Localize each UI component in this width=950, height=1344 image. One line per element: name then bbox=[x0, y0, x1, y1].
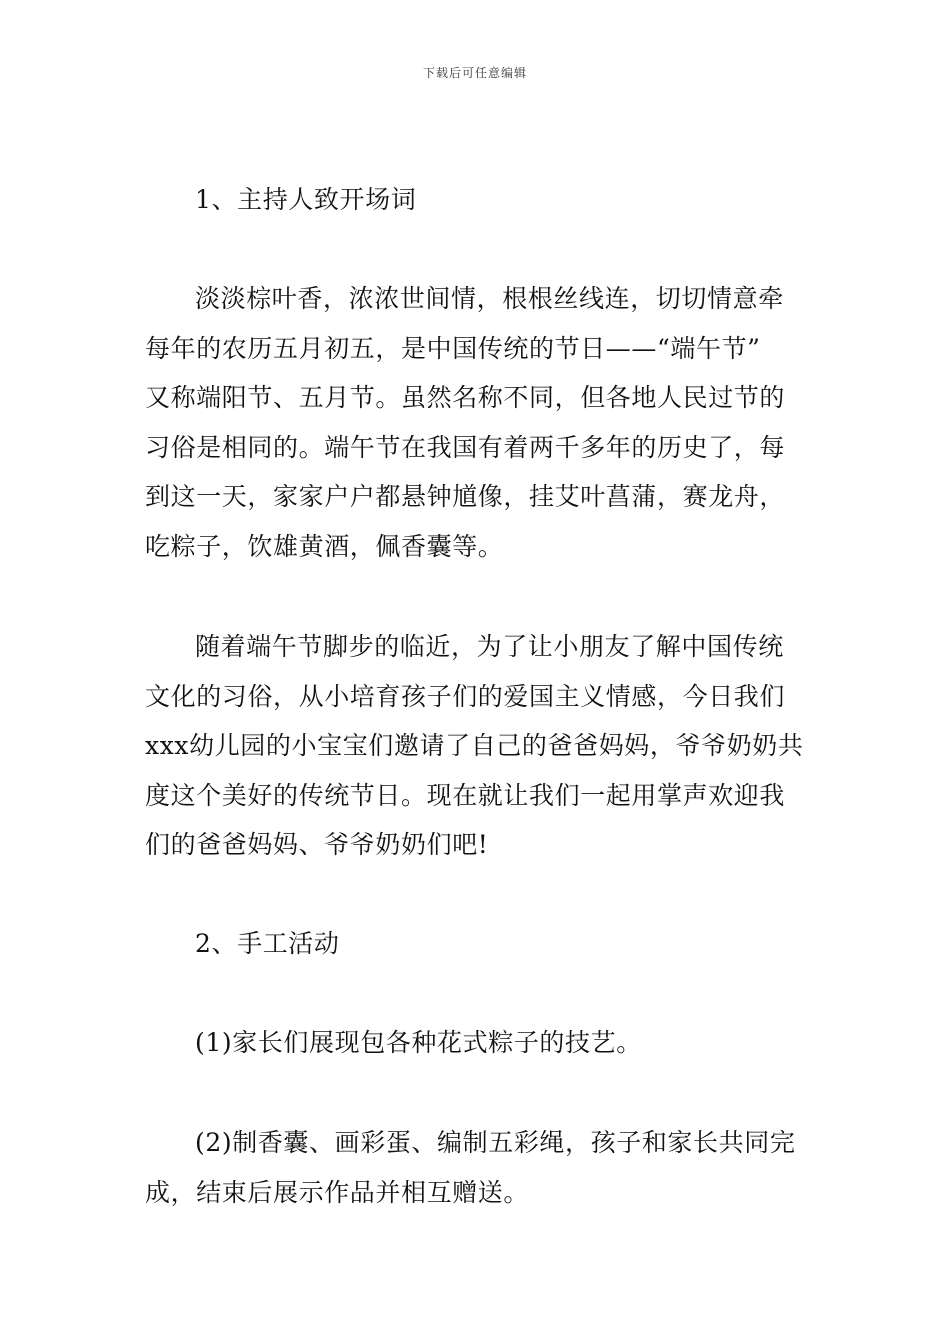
paragraph-invitation bbox=[145, 622, 807, 870]
paragraph-line: 们的爸爸妈妈、爷爷奶奶们吧! bbox=[145, 830, 489, 860]
paragraph-line: 文化的习俗，从小培育孩子们的爱国主义情感，今日我们 bbox=[145, 681, 786, 711]
paragraph-line: 习俗是相同的。端午节在我国有着两千多年的历史了，每 bbox=[145, 432, 786, 462]
activity-item-1: (1)家长们展现包各种花式粽子的技艺。 bbox=[195, 1028, 642, 1057]
paragraph-line: 到这一天，家家户户都悬钟馗像，挂艾叶菖蒲，赛龙舟， bbox=[145, 482, 786, 512]
paragraph-line: 度这个美好的传统节日。现在就让我们一起用掌声欢迎我 bbox=[145, 780, 786, 810]
page-header: 下载后可任意编辑 bbox=[422, 66, 527, 80]
paragraph-line: 成，结束后展示作品并相互赠送。 bbox=[145, 1177, 530, 1207]
paragraph-line: (2)制香囊、画彩蛋、编制五彩绳，孩子和家长共同完 bbox=[195, 1128, 796, 1157]
paragraph-line: 淡淡棕叶香，浓浓世间情，根根丝线连，切切情意牵 bbox=[195, 284, 784, 313]
paragraph-line: 又称端阳节、五月节。虽然名称不同，但各地人民过节的 bbox=[145, 383, 786, 413]
section-1-title: 1、主持人致开场词 bbox=[195, 185, 417, 214]
activity-item-2 bbox=[145, 1118, 807, 1217]
section-2-title: 2、手工活动 bbox=[195, 929, 340, 958]
paragraph-line: 吃粽子，饮雄黄酒，佩香囊等。 bbox=[145, 531, 504, 561]
paragraph-opening bbox=[145, 274, 807, 572]
paragraph-line: 随着端午节脚步的临近，为了让小朋友了解中国传统 bbox=[195, 632, 784, 661]
paragraph-line: xxx幼儿园的小宝宝们邀请了自己的爸爸妈妈，爷爷奶奶共 bbox=[145, 731, 804, 761]
paragraph-line: 每年的农历五月初五，是中国传统的节日——“端午节” bbox=[145, 333, 761, 363]
